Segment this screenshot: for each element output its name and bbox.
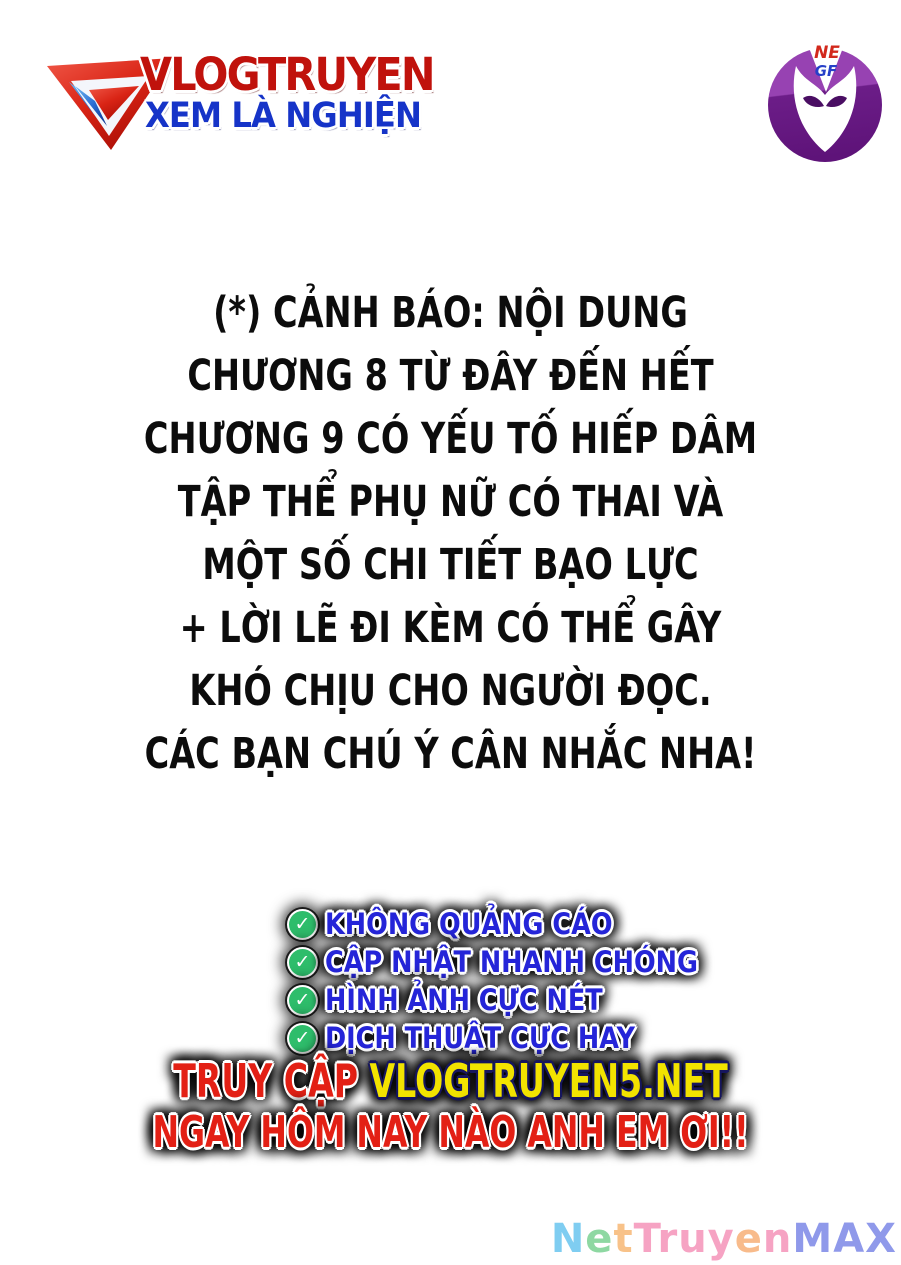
cta-line-2: NGAY HÔM NAY NÀO ANH EM ƠI!! xyxy=(152,1107,749,1158)
warning-line: TẬP THỂ PHỤ NỮ CÓ THAI VÀ xyxy=(177,477,724,527)
promo-feature-row xyxy=(289,905,749,943)
warning-line: MỘT SỐ CHI TIẾT BẠO LỰC xyxy=(202,540,699,590)
warning-line: (*) CẢNH BÁO: NỘI DUNG xyxy=(213,288,688,338)
promo-feature-row xyxy=(289,1019,749,1057)
promo-feature-list xyxy=(289,905,749,1057)
check-circle-icon: ✓ xyxy=(289,911,316,938)
warning-line: + LỜI LẼ ĐI KÈM CÓ THỂ GÂY xyxy=(179,603,722,653)
promo-feature-label: DỊCH THUẬT CỰC HAY xyxy=(325,1021,635,1055)
promo-feature-label: KHÔNG QUẢNG CÁO xyxy=(325,907,613,941)
promo-feature-row xyxy=(289,981,749,1019)
content-warning-text xyxy=(0,282,901,786)
watermark-letter: y xyxy=(707,1216,735,1262)
cta-prefix: TRUY CẬP xyxy=(173,1054,370,1108)
mask-logo-monogram-bottom: GF xyxy=(814,62,838,80)
watermark-letter: n xyxy=(762,1216,793,1262)
promo-feature-label: HÌNH ẢNH CỰC NÉT xyxy=(325,983,603,1017)
watermark-letter: M xyxy=(792,1216,834,1262)
watermark-letter: e xyxy=(734,1216,763,1262)
watermark-letter: A xyxy=(833,1216,866,1262)
mask-logo-monogram-top: NE xyxy=(814,43,840,63)
warning-line: CHƯƠNG 9 CÓ YẾU TỐ HIẾP DÂM xyxy=(143,414,758,464)
watermark-letter: u xyxy=(678,1216,708,1262)
warning-line: KHÓ CHỊU CHO NGƯỜI ĐỌC. xyxy=(189,666,712,716)
site-logo xyxy=(45,48,455,152)
warning-line: CÁC BẠN CHÚ Ý CÂN NHẮC NHA! xyxy=(144,729,757,779)
promo-feature-label: CẬP NHẬT NHANH CHÓNG xyxy=(325,945,698,979)
warning-line: CHƯƠNG 8 TỪ ĐÂY ĐẾN HẾT xyxy=(187,351,714,401)
check-circle-icon: ✓ xyxy=(289,1025,316,1052)
check-circle-icon: ✓ xyxy=(289,987,316,1014)
promo-feature-row xyxy=(289,943,749,981)
site-logo-tagline: XEM LÀ NGHIỆN xyxy=(145,96,422,136)
site-logo-title: VLOGTRUYEN xyxy=(140,48,434,101)
cta-line-1 xyxy=(126,1056,775,1106)
watermark-letter: X xyxy=(865,1216,897,1262)
watermark-letter: N xyxy=(550,1216,586,1262)
nettruyenmax-watermark xyxy=(551,1216,897,1262)
cta-site-url: VLOGTRUYEN5.NET xyxy=(369,1054,728,1108)
mask-team-logo xyxy=(766,24,888,166)
watermark-letter: r xyxy=(657,1216,679,1262)
watermark-letter: e xyxy=(585,1216,614,1262)
check-circle-icon: ✓ xyxy=(289,949,316,976)
watermark-letter: T xyxy=(633,1216,658,1262)
watermark-letter: t xyxy=(613,1216,634,1262)
